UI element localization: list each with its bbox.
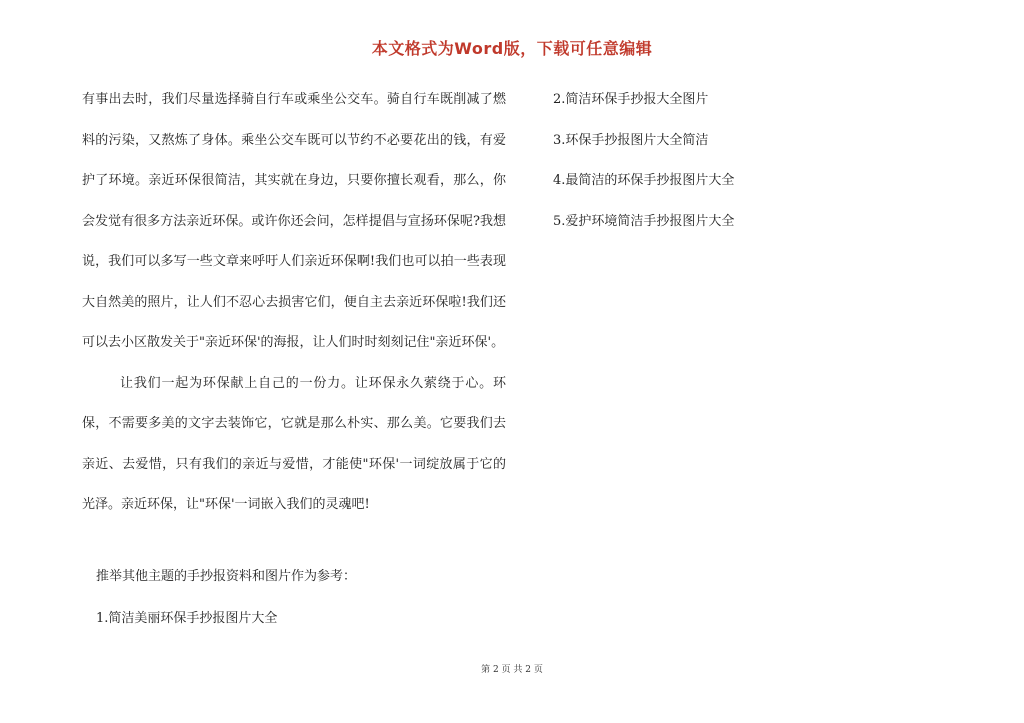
- document-header-banner: 本文格式为Word版，下载可任意编辑: [371, 39, 653, 58]
- list-item-1: 1.简洁美丽环保手抄报图片大全: [96, 611, 278, 626]
- list-item-5: 5.爱护环境简洁手抄报图片大全: [553, 213, 735, 229]
- list-item-4: 4.最简洁的环保手抄报图片大全: [553, 173, 735, 188]
- list-item-2: 2.简洁环保手抄报大全图片: [553, 92, 709, 107]
- main-text-column: [82, 80, 506, 526]
- paragraph-2: 让我们一起为环保献上自己的一份力。让环保永久萦绕于心。环保，不需要多美的文字去装饰它，它就是那么朴实、那么美。它要我们去亲近、去爱惜，只有我们的亲近与爱惜，才能使"环保'一词绽放属于它的光泽。亲近环保，让"环保'一词嵌入我们的灵魂吧!: [82, 375, 506, 512]
- related-list-column: [553, 80, 734, 242]
- page-number-footer: 第 2 页 共 2 页: [481, 665, 543, 675]
- recommendation-intro: 推举其他主题的手抄报资料和图片作为参考：: [96, 569, 357, 584]
- list-item-3: 3.环保手抄报图片大全简洁: [553, 132, 709, 148]
- paragraph-1: 有事出去时，我们尽量选择骑自行车或乘坐公交车。骑自行车既削减了燃料的污染，又熬炼了身体。乘坐公交车既可以节约不必要花出的钱，有爱护了环境。亲近环保很简洁，其实就在身边，只要你擅长观看，那么，你会发觉有很多方法亲近环保。或许你还会问，怎样提倡与宣扬环保呢?我想说，我们可以多写一些文章来呼吁人们亲近环保啊!我们也可以拍一些表现大自然美的照片，让人们不忍心去损害它们，便自主去亲近环保啦!我们还可以去小区散发关于"亲近环保'的海报，让人们时时刻刻记住"亲近环保'。: [82, 92, 506, 350]
